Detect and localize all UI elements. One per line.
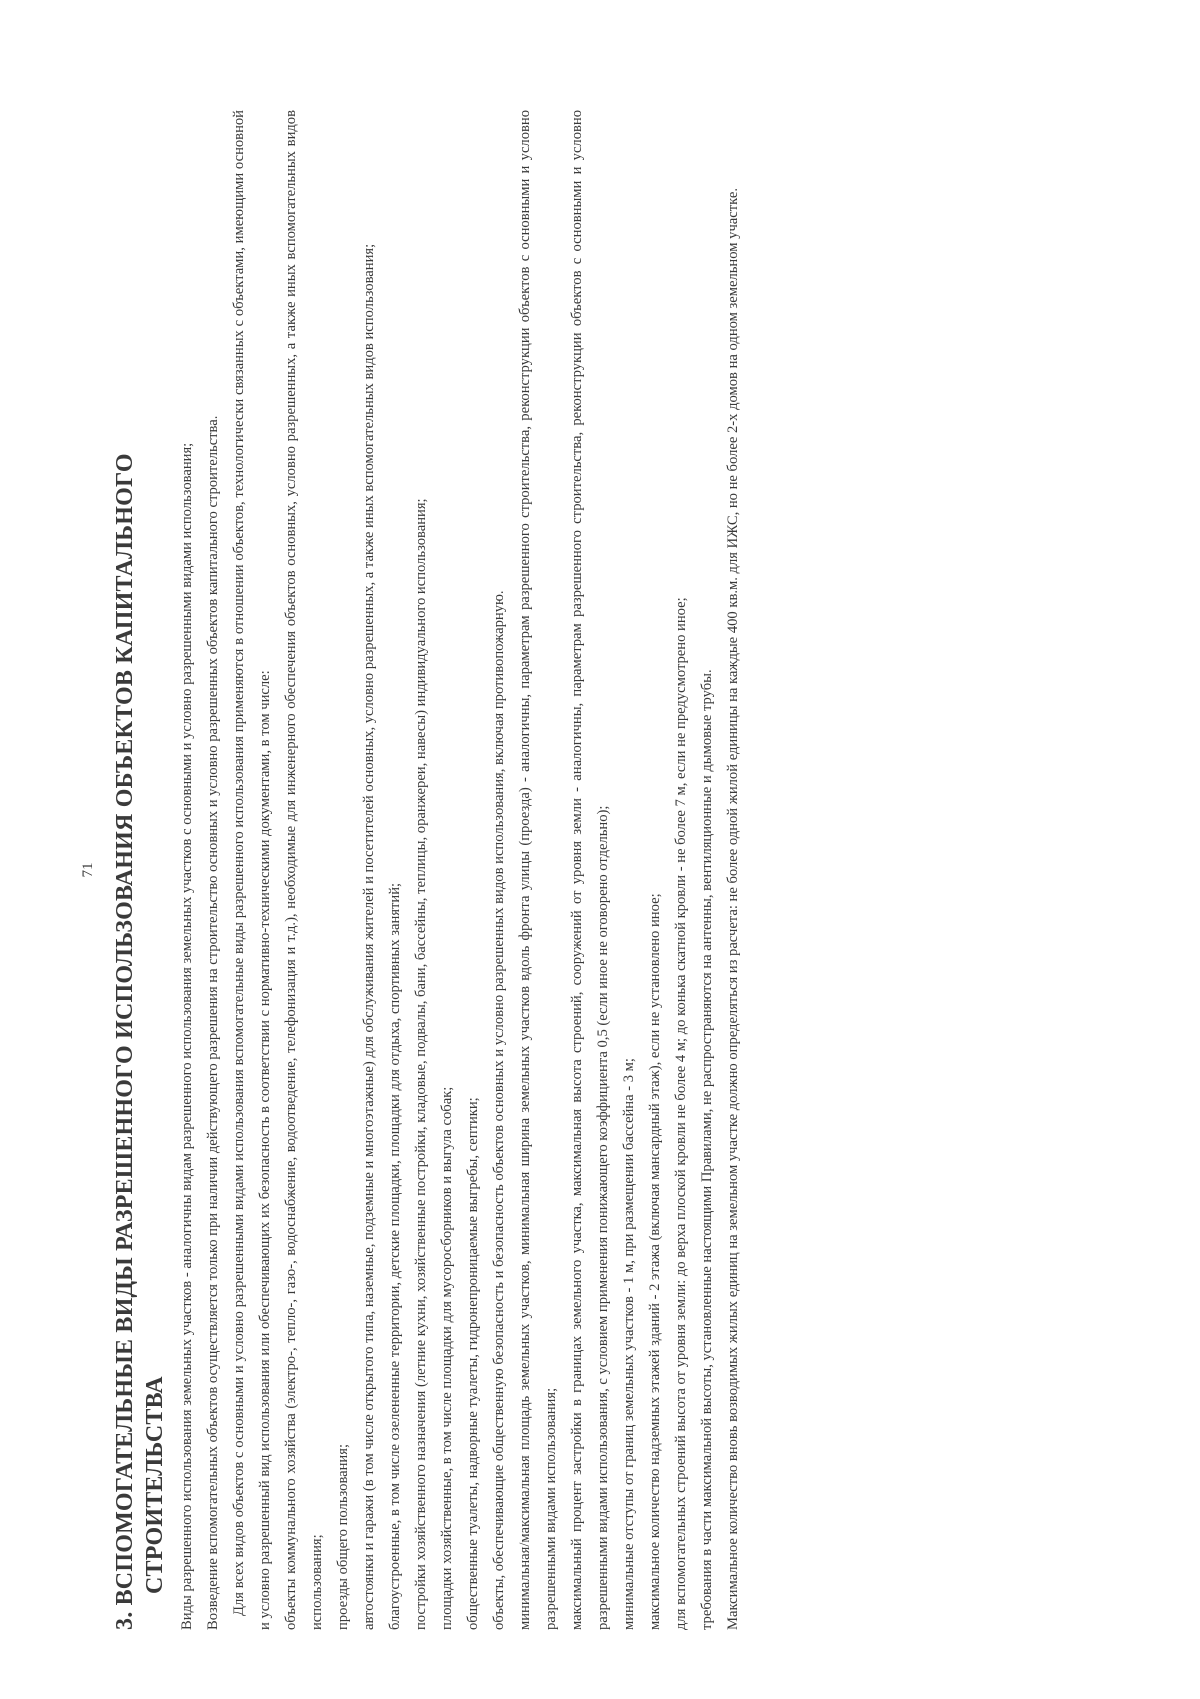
paragraph: Виды разрешенного использования земельных участков - аналогичны видам разрешенного использования земельных участков с основными и условно разрешенными видами использования; xyxy=(179,442,195,1630)
list-item: максимальный процент застройки в границах земельного участка, максимальная высота строений, сооружений от уровня земли - аналогичны, параметрам разрешенного строительства, реконструкции объектов с основными и условно разрешенными видами использования, с условием применения понижающего коэффициента 0,5 (если иное не оговорено отдельно); xyxy=(569,110,611,1630)
list-item: минимальная/максимальная площадь земельных участков, минимальная ширина земельных участков вдоль фронта улицы (проезда) - аналогичны, параметрам разрешенного строительства, реконструкции объектов с основными и условно разрешенными видами использования; xyxy=(517,110,559,1630)
paragraph: Для всех видов объектов с основными и условно разрешенными видами использования вспомогательные виды разрешенного использования применяются в отношении объектов, технологически связанных с объектами, имеющими основной и условно разрешенный вид использования или обеспечивающих их безопасность в соответствии с нормативно-техническими документами, в том числе: xyxy=(231,110,273,1630)
paragraph: Максимальное количество вновь возводимых жилых единиц на земельном участке должно определяться из расчета: не более одной жилой единицы на каждые 400 кв.м. для ИЖС, но не более 2-х домов на одном земельном участке. xyxy=(725,188,741,1630)
heading-line-1: 3. ВСПОМОГАТЕЛЬНЫЕ ВИДЫ РАЗРЕШЕННОГО ИСПОЛЬЗОВАНИЯ ОБЪЕКТОВ КАПИТАЛЬНОГО xyxy=(112,453,138,1630)
list-item: объекты коммунального хозяйства (электро-, тепло-, газо-, водоснабжение, водоотведение, телефонизация и т.д.), необходимые для инженерного обеспечения объектов основных, условно разрешенных, а также иных вспомогательных видов использования; xyxy=(283,110,325,1630)
rotated-page-content xyxy=(80,100,1120,1640)
list-item: постройки хозяйственного назначения (летние кухни, хозяйственные постройки, кладовые, подвалы, бани, бассейны, теплицы, оранжереи, навесы) индивидуального использования; xyxy=(413,498,429,1630)
list-item: проезды общего пользования; xyxy=(335,1443,351,1630)
list-item: объекты, обеспечивающие общественную безопасность и безопасность объектов основных и условно разрешенных видов использования, включая противопожарную. xyxy=(491,590,507,1630)
list-item: площадки хозяйственные, в том числе площадки для мусоросборников и выгула собак; xyxy=(439,1086,455,1630)
list-item: благоустроенные, в том числе озелененные территории, детские площадки, площадки для отдыха, спортивных занятий; xyxy=(387,882,403,1630)
list-item: автостоянки и гаражи (в том числе открытого типа, наземные, подземные и многоэтажные) для обслуживания жителей и посетителей основных, условно разрешенных, а также иных вспомогательных видов использования; xyxy=(361,243,377,1630)
list-item: для вспомогательных строений высота от уровня земли: до верха плоской кровли не более 4 м; до конька скатной кровли - не более 7 м, если не предусмотрено иное; xyxy=(673,597,689,1630)
list-item: минимальные отступы от границ земельных участков - 1 м, при размещении бассейна - 3 м; xyxy=(621,1058,637,1630)
page-number: 71 xyxy=(80,862,96,878)
heading-line-2: СТРОИТЕЛЬСТВА xyxy=(142,1376,168,1594)
list-item: требования в части максимальной высоты, установленные настоящими Правилами, не распространяются на антенны, вентиляционные и дымовые трубы. xyxy=(699,669,715,1630)
body-text xyxy=(174,110,746,1630)
list-item: максимальное количество надземных этажей зданий - 2 этажа (включая мансардный этаж), если не установлено иное; xyxy=(647,893,663,1630)
section-heading xyxy=(110,110,170,1630)
list-item: общественные туалеты, надворные туалеты, гидронепроницаемые выгребы, септики; xyxy=(465,1097,481,1630)
paragraph: Возведение вспомогательных объектов осуществляется только при наличии действующего разрешения на строительство основных и условно разрешенных объектов капитального строительства. xyxy=(205,415,221,1630)
